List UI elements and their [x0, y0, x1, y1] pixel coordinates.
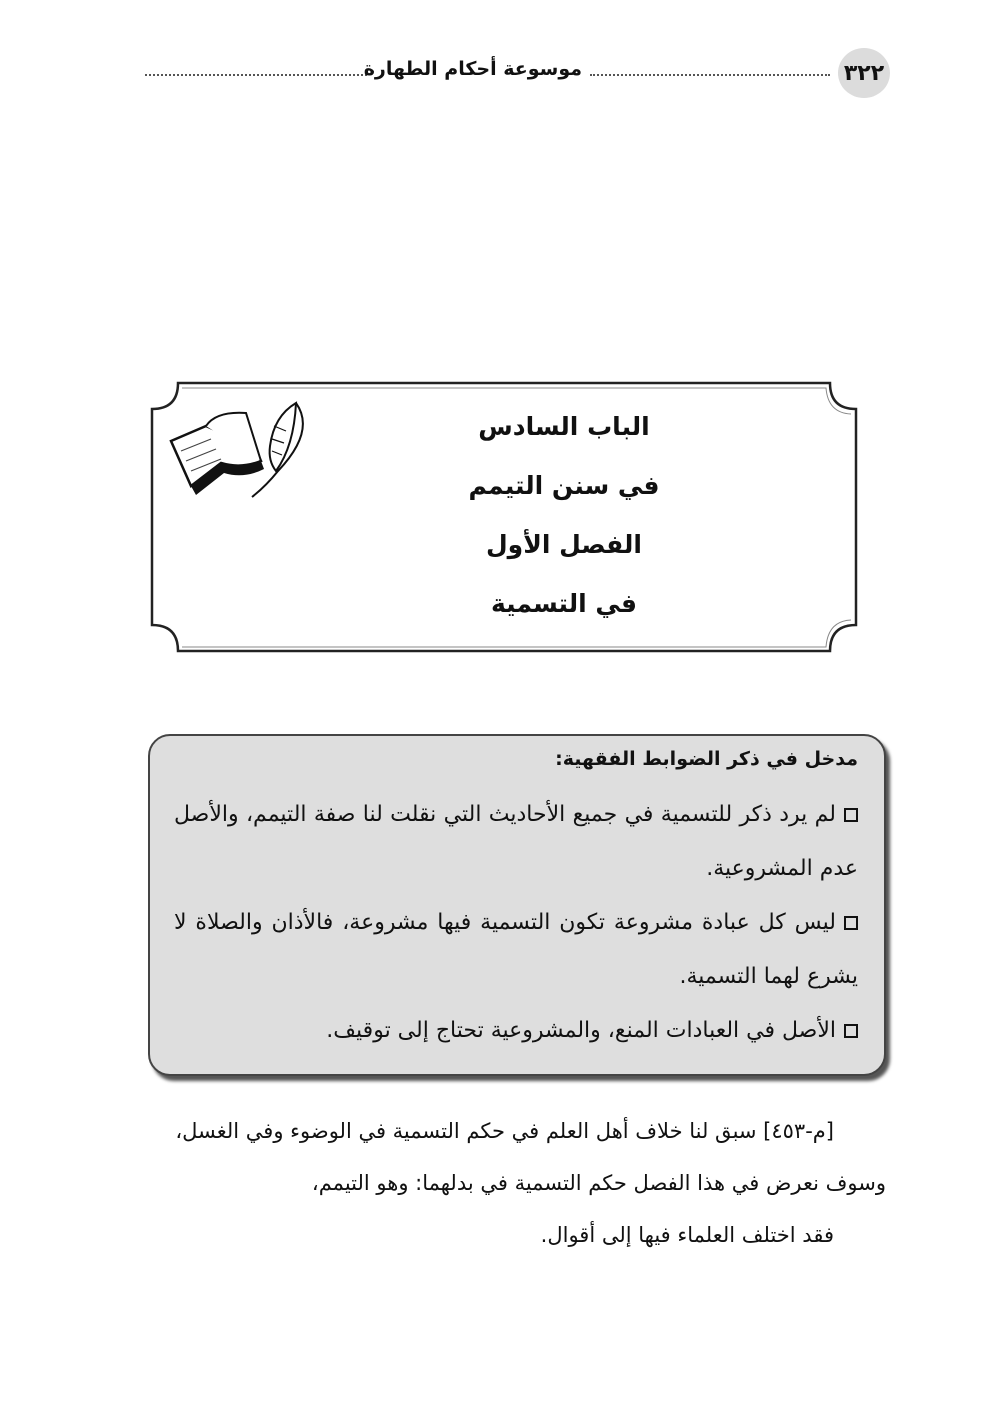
chapter-part-subject: في سنن التيمم: [468, 471, 660, 500]
chapter-section-subject: في التسمية: [490, 589, 638, 618]
checkbox-bullet-icon: [844, 1024, 858, 1038]
paragraph: وسوف نعرض في هذا الفصل حكم التسمية في بدلهما: وهو التيمم،: [311, 1171, 886, 1195]
chapter-section-title: الفصل الأول: [485, 530, 643, 559]
chapter-title-box: [148, 379, 860, 655]
rules-heading: مدخل في ذكر الضوابط الفقهية:: [555, 748, 858, 770]
header-dotted-rule-left: [145, 74, 367, 76]
checkbox-bullet-icon: [844, 916, 858, 930]
paragraph: [م-٤٥٣] سبق لنا خلاف أهل العلم في حكم التسمية في الوضوء وفي الغسل،: [175, 1119, 834, 1143]
rule-item: [174, 1004, 858, 1058]
rule-item: [174, 896, 858, 1004]
header-dotted-rule-right: [590, 74, 830, 76]
page-number: ٣٢٢: [838, 48, 890, 98]
chapter-part-title: الباب السادس: [478, 412, 650, 441]
rule-text: لم يرد ذكر للتسمية في جميع الأحاديث التي نقلت لنا صفة التيمم، والأصل عدم المشروعية.: [174, 802, 858, 881]
body-text: [150, 1105, 886, 1261]
jurisprudence-rules-box: [148, 734, 886, 1076]
page-header: [145, 48, 890, 98]
rule-item: [174, 788, 858, 896]
checkbox-bullet-icon: [844, 808, 858, 822]
rule-text: ليس كل عبادة مشروعة تكون التسمية فيها مشروعة، فالأذان والصلاة لا يشرع لهما التسمية.: [174, 910, 858, 989]
running-title: موسوعة أحكام الطهارة: [363, 58, 582, 80]
paragraph: فقد اختلف العلماء فيها إلى أقوال.: [540, 1223, 834, 1247]
rule-text: الأصل في العبادات المنع، والمشروعية تحتاج إلى توقيف.: [326, 1018, 836, 1043]
